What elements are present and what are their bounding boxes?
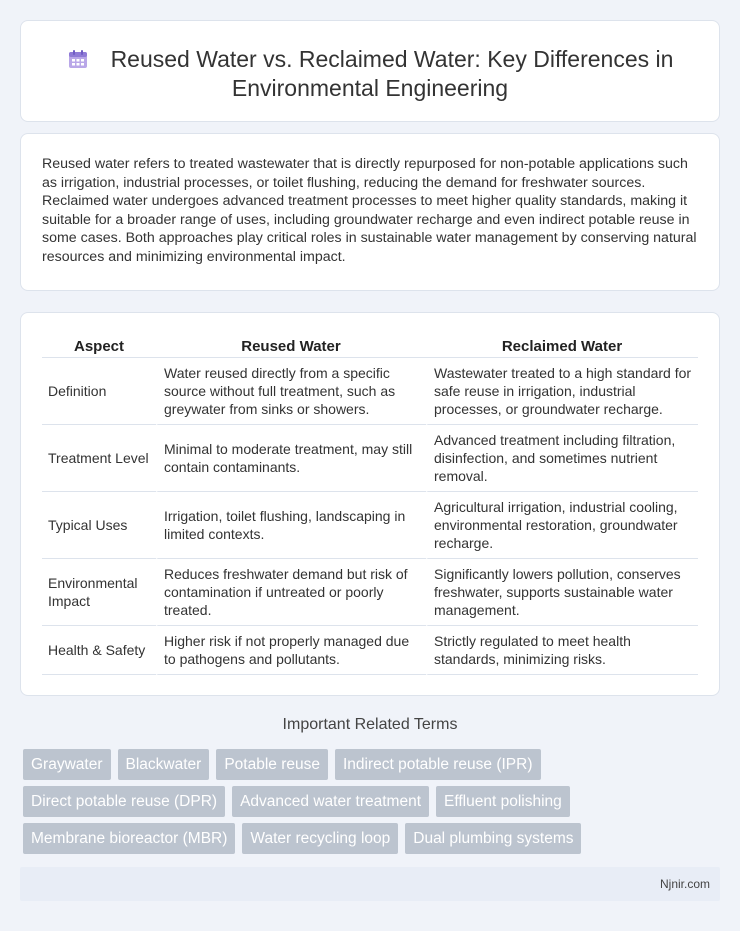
comparison-table: [42, 336, 698, 675]
reused-cell: Reduces freshwater demand but risk of contamination if untreated or poorly treated.: [156, 559, 426, 626]
tag-water-recycling-loop[interactable]: Water recycling loop: [242, 823, 398, 854]
table-row: [42, 492, 698, 559]
footer-site[interactable]: Njnir.com: [659, 877, 710, 891]
tag-potable-reuse[interactable]: Potable reuse: [216, 749, 328, 780]
intro-paragraph: Reused water refers to treated wastewater that is directly repurposed for non-potable applications such as irrigation, industrial processes, or toilet flushing, reducing the demand for freshwater sources. Reclaimed water undergoes advanced treatment processes to meet higher quality standards, making it suitable for a broader range of uses, including groundwater recharge and even indirect potable reuse in some cases. Both approaches play critical roles in sustainable water management by conserving natural resources and minimizing environmental impact.: [42, 156, 697, 265]
table-header-row: [42, 336, 698, 358]
page-title: [21, 45, 719, 103]
table-row: [42, 559, 698, 626]
reclaimed-cell: Advanced treatment including filtration, disinfection, and sometimes nutrient removal.: [426, 425, 698, 492]
aspect-cell: Treatment Level: [42, 425, 156, 492]
comparison-table-card: [20, 312, 720, 696]
reclaimed-cell: Agricultural irrigation, industrial cooling, environmental restoration, groundwater recharge.: [426, 492, 698, 559]
tag-row: [23, 786, 723, 817]
tag-graywater[interactable]: Graywater: [23, 749, 111, 780]
title-line-2: Environmental Engineering: [231, 75, 509, 101]
reused-cell: Water reused directly from a specific source without full treatment, such as greywater from sinks or showers.: [156, 358, 426, 425]
calendar-icon: [67, 48, 89, 70]
table-row: [42, 358, 698, 425]
header-reclaimed-water: Reclaimed Water: [426, 336, 698, 358]
tag-row: [23, 823, 723, 854]
table-row: [42, 626, 698, 675]
reused-cell: Higher risk if not properly managed due to pathogens and pollutants.: [156, 626, 426, 675]
tag-membrane-bioreactor[interactable]: Membrane bioreactor (MBR): [23, 823, 235, 854]
header-card: [20, 20, 720, 122]
aspect-cell: Health & Safety: [42, 626, 156, 675]
reused-cell: Irrigation, toilet flushing, landscaping in limited contexts.: [156, 492, 426, 559]
tag-direct-potable-reuse[interactable]: Direct potable reuse (DPR): [23, 786, 225, 817]
title-line-1: Reused Water vs. Reclaimed Water: Key Differences in: [110, 46, 674, 72]
header-aspect: Aspect: [42, 336, 156, 358]
aspect-cell: Environmental Impact: [42, 559, 156, 626]
reclaimed-cell: Significantly lowers pollution, conserves freshwater, supports sustainable water management.: [426, 559, 698, 626]
footer: [20, 867, 720, 901]
reclaimed-cell: Wastewater treated to a high standard for safe reuse in irrigation, industrial processes, or groundwater recharge.: [426, 358, 698, 425]
tag-indirect-potable-reuse[interactable]: Indirect potable reuse (IPR): [335, 749, 541, 780]
tag-blackwater[interactable]: Blackwater: [118, 749, 210, 780]
table-row: [42, 425, 698, 492]
tag-advanced-water-treatment[interactable]: Advanced water treatment: [232, 786, 429, 817]
tag-dual-plumbing-systems[interactable]: Dual plumbing systems: [405, 823, 581, 854]
aspect-cell: Definition: [42, 358, 156, 425]
header-reused-water: Reused Water: [156, 336, 426, 358]
tag-row: [23, 749, 723, 780]
related-terms-title: Important Related Terms: [282, 716, 458, 733]
tag-effluent-polishing[interactable]: Effluent polishing: [436, 786, 570, 817]
related-terms-list: [23, 749, 723, 860]
reused-cell: Minimal to moderate treatment, may still contain contaminants.: [156, 425, 426, 492]
aspect-cell: Typical Uses: [42, 492, 156, 559]
intro-card: [20, 133, 720, 291]
reclaimed-cell: Strictly regulated to meet health standards, minimizing risks.: [426, 626, 698, 675]
